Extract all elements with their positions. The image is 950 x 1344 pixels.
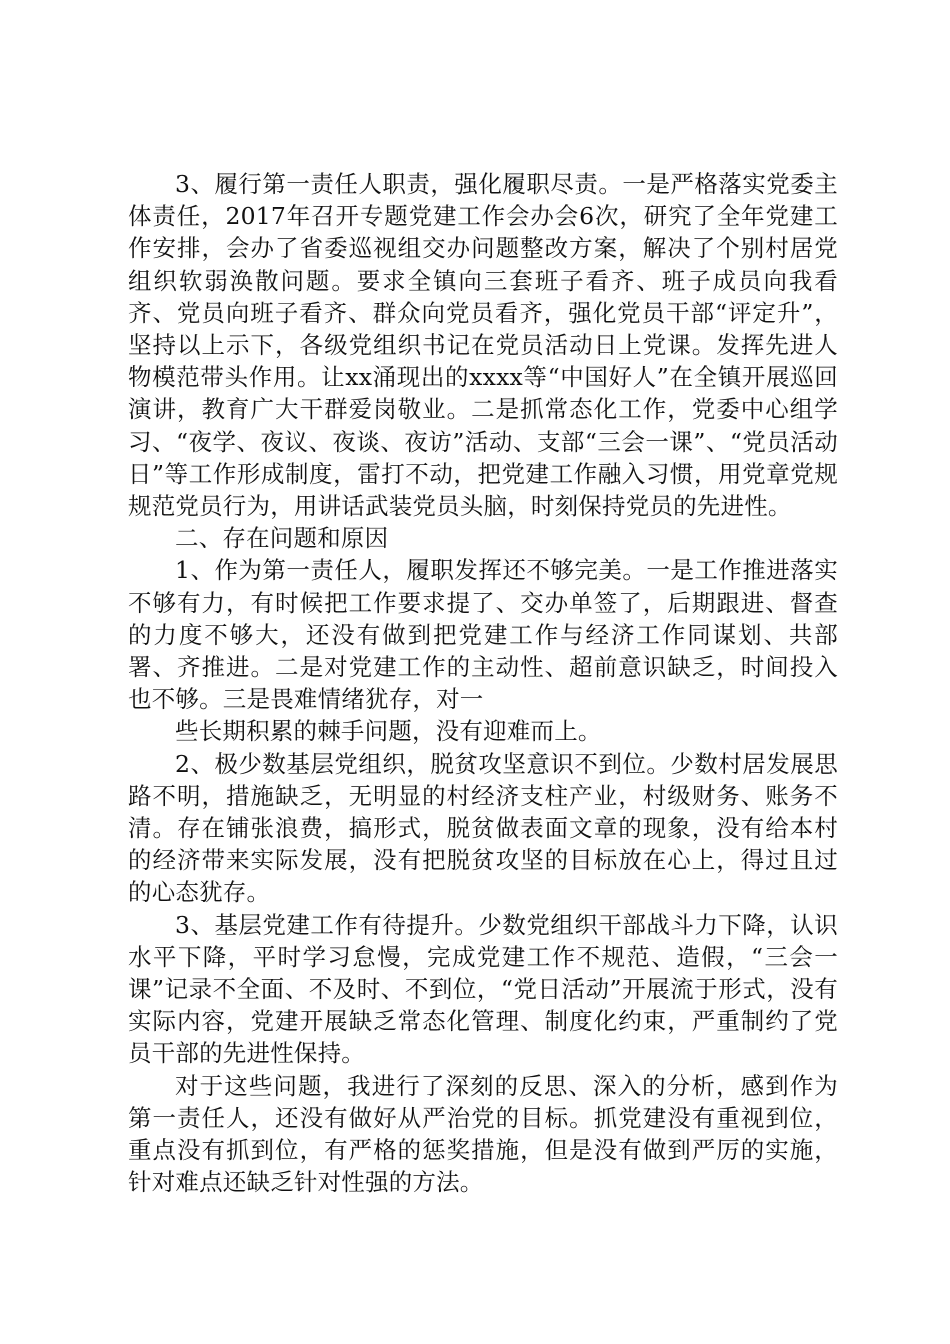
- paragraph-problem-3: 3、基层党建工作有待提升。少数党组织干部战斗力下降，认识水平下降，平时学习怠慢，完成党建工作不规范、造假，“三会一课”记录不全面、不及时、不到位，“党日活动”开展流于形式，没有实际内容，党建开展缺乏常态化管理、制度化约束，严重制约了党员干部的先进性保持。: [128, 910, 838, 1068]
- paragraph-duty-fulfillment: 3、履行第一责任人职责，强化履职尽责。一是严格落实党委主体责任，2017年召开专题党建工作会办会6次，研究了全年党建工作安排，会办了省委巡视组交办问题整改方案，解决了个别村居党组织软弱涣散问题。要求全镇向三套班子看齐、班子成员向我看齐、党员向班子看齐、群众向党员看齐，强化党员干部“评定升”，坚持以上示下，各级党组织书记在党员活动日上党课。发挥先进人物模范带头作用。让xx涌现出的xxxx等“中国好人”在全镇开展巡回演讲，教育广大干群爱岗敬业。二是抓常态化工作，党委中心组学习、“夜学、夜议、夜谈、夜访”活动、支部“三会一课”、“党员活动日”等工作形成制度，雷打不动，把党建工作融入习惯，用党章党规规范党员行为，用讲话武装党员头脑，时刻保持党员的先进性。: [128, 170, 838, 521]
- paragraph-problem-2: 2、极少数基层党组织，脱贫攻坚意识不到位。少数村居发展思路不明，措施缺乏，无明显的村经济支柱产业，村级财务、账务不清。存在铺张浪费，搞形式，脱贫做表面文章的现象，没有给本村的经济带来实际发展，没有把脱贫攻坚的目标放在心上，得过且过的心态犹存。: [128, 749, 838, 907]
- paragraph-reflection: 对于这些问题，我进行了深刻的反思、深入的分析，感到作为第一责任人，还没有做好从严治党的目标。抓党建没有重视到位，重点没有抓到位，有严格的惩奖措施，但是没有做到严厉的实施，针对难点还缺乏针对性强的方法。: [128, 1071, 838, 1197]
- paragraph-problem-1-continuation: 些长期积累的棘手问题，没有迎难而上。: [175, 717, 602, 746]
- section-heading-problems-causes: 二、存在问题和原因: [175, 524, 389, 553]
- paragraph-problem-1: 1、作为第一责任人，履职发挥还不够完美。一是工作推进落实不够有力，有时候把工作要求提了、交办单签了，后期跟进、督查的力度不够大，还没有做到把党建工作与经济工作同谋划、共部署、齐推进。二是对党建工作的主动性、超前意识缺乏，时间投入也不够。三是畏难情绪犹存，对一: [128, 556, 838, 714]
- document-body: [128, 168, 838, 1199]
